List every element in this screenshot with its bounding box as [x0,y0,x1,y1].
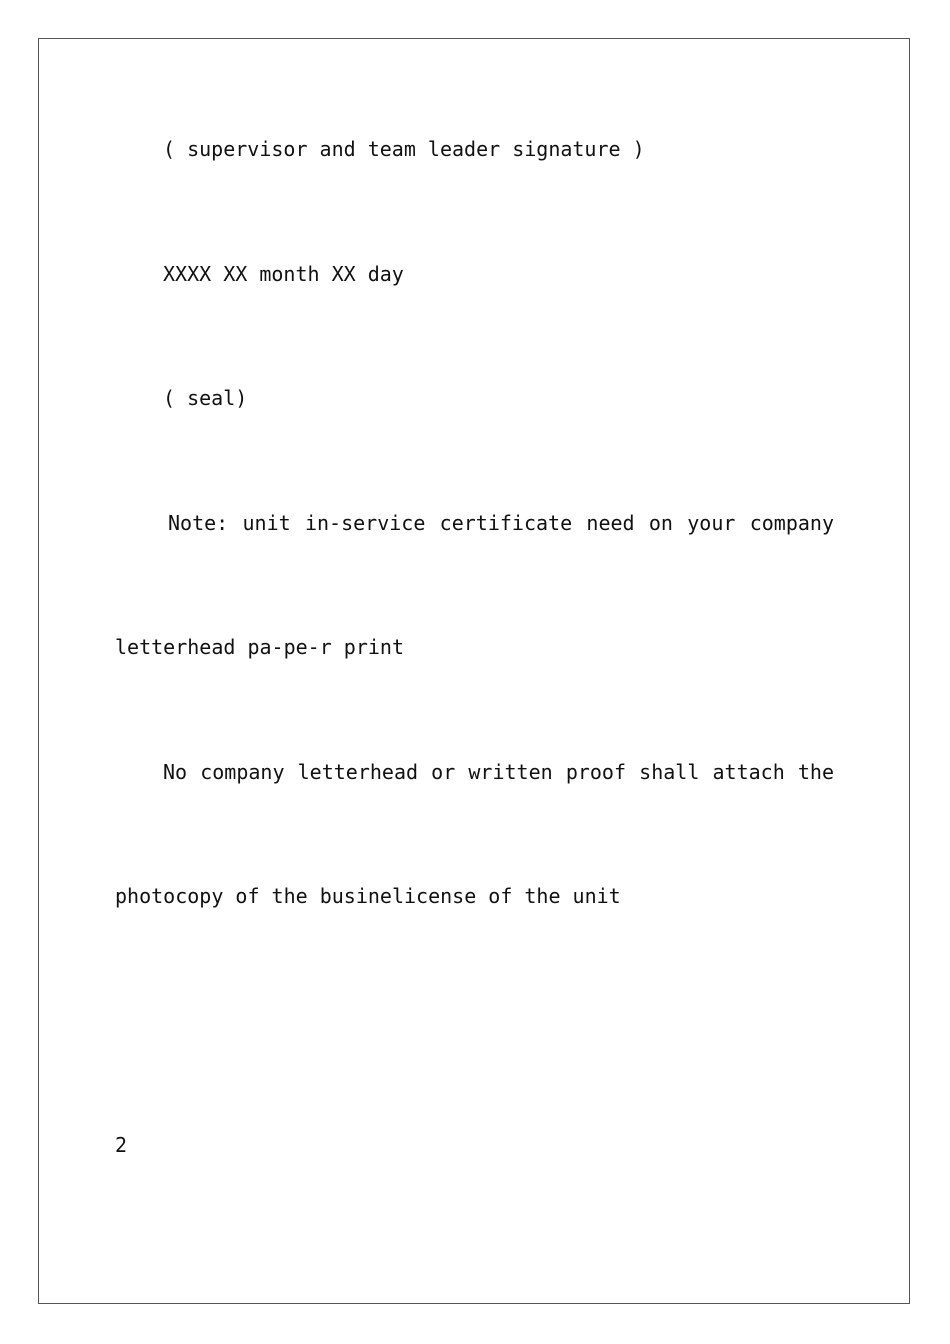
signature-caption: ( supervisor and team leader signature ) [163,137,645,161]
note-line-1: Note: unit in-service certificate need on your company [168,511,834,535]
seal-caption: ( seal) [163,386,248,410]
date-line: XXXX XX month XX day [163,262,404,286]
page-frame [38,38,910,1304]
proof-line-2: photocopy of the businelicense of the unit [115,884,621,908]
note-line-2: letterhead pa-pe-r print [115,635,404,659]
page-number: 2 [115,1133,128,1157]
proof-line-1: No company letterhead or written proof shall attach the [163,760,834,784]
